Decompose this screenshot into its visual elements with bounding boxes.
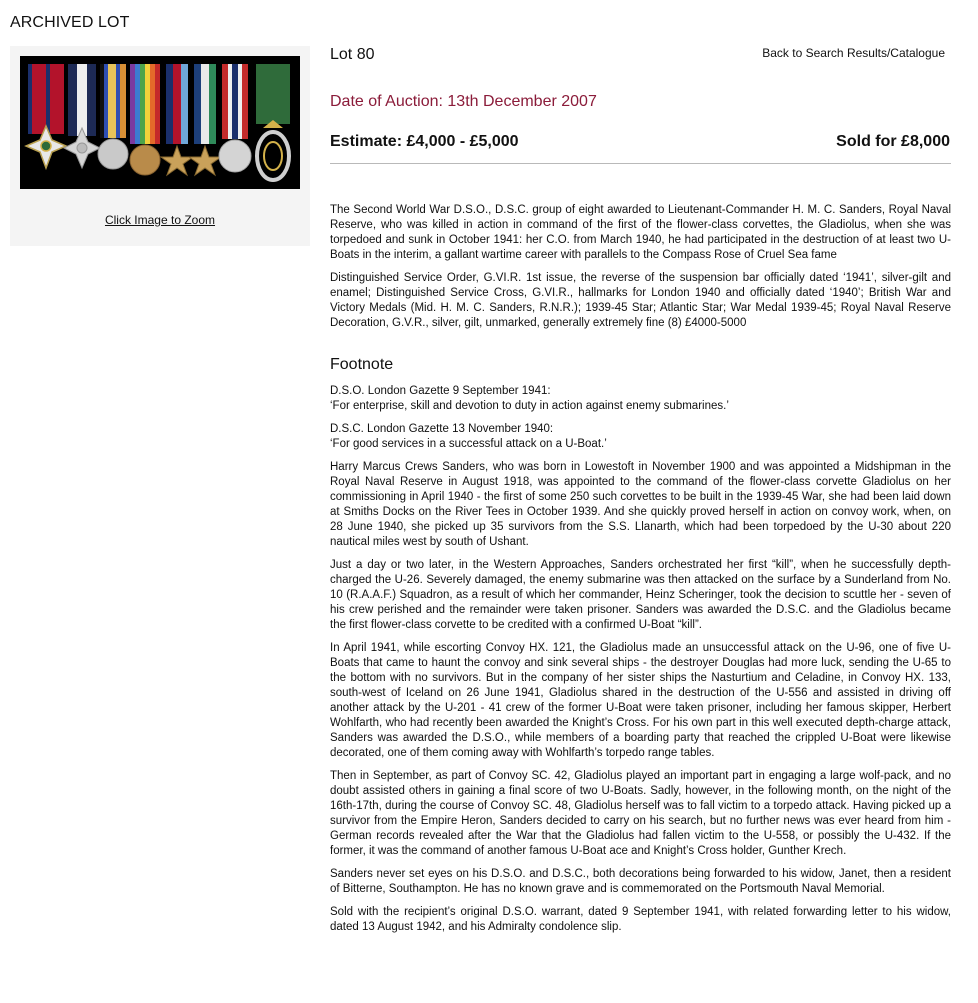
lot-description bbox=[330, 203, 951, 331]
ribbon-dsc bbox=[68, 64, 96, 136]
back-to-results-link[interactable]: Back to Search Results/Catalogue bbox=[762, 46, 945, 60]
medal-british-war bbox=[98, 139, 128, 169]
footnote-paragraph: Sanders never set eyes on his D.S.O. and D.S.C., both decorations being forwarded to his widow, Janet, then a resident of Bitterne, Southampton. He has no known grave and is commemorated on the Portsmouth Naval Memorial. bbox=[330, 868, 951, 895]
medal-group-image[interactable] bbox=[20, 56, 300, 189]
auction-date: Date of Auction: 13th December 2007 bbox=[330, 93, 597, 110]
description-paragraph: The Second World War D.S.O., D.S.C. group of eight awarded to Lieutenant-Commander H. M. C. Sanders, Royal Naval Reserve, who was killed in action in command of the first of the flower-class corvettes, the Gladiolus, when she was torpedoed and sunk in October 1941: her C.O. from March 1940, he had participated in the destruction of at least two U-Boats in the interim, a gallant wartime career with parallels to the Compass Rose of Cruel Sea fame bbox=[330, 204, 951, 261]
lot-details bbox=[330, 40, 951, 943]
footnote-paragraph: Just a day or two later, in the Western Approaches, Sanders orchestrated her first “kill”, when he successfully depth-charged the U-26. Severely damaged, the enemy submarine was then attacked on the surface by a Sunderland from No. 10 (R.A.A.F.) Squadron, as a result of which her commander, Heinz Scheringer, took the decision to scuttle her - seven of his crew perished and the remainder were taken prisoner. Sanders was awarded the D.S.C. and the Gladiolus became the first flower-class corvette to be credited with a confirmed U-Boat “kill”. bbox=[330, 559, 951, 631]
gazette-entry-dsc bbox=[330, 422, 951, 452]
price-row bbox=[330, 133, 951, 164]
gazette-quote: ‘For good services in a successful attack on a U-Boat.’ bbox=[330, 438, 607, 450]
footnote-body bbox=[330, 384, 951, 935]
ribbon-atlantic-star bbox=[194, 64, 216, 144]
gazette-citation: D.S.O. London Gazette 9 September 1941: bbox=[330, 385, 551, 397]
lot-header-row bbox=[330, 40, 951, 72]
ribbon-1939-45-star bbox=[166, 64, 188, 144]
medal-war-medal bbox=[219, 140, 251, 172]
gazette-citation: D.S.C. London Gazette 13 November 1940: bbox=[330, 423, 554, 435]
gazette-entry-dso bbox=[330, 384, 951, 414]
ribbon-bwm bbox=[100, 64, 126, 138]
lot-number: Lot 80 bbox=[330, 46, 375, 63]
medal-victory bbox=[130, 145, 160, 175]
page-title: ARCHIVED LOT bbox=[10, 14, 130, 31]
medal-group-picture bbox=[20, 56, 300, 189]
zoom-image-link[interactable]: Click Image to Zoom bbox=[104, 213, 216, 227]
footnote-heading: Footnote bbox=[330, 356, 394, 373]
footnote-paragraph: Sold with the recipient’s original D.S.O. warrant, dated 9 September 1941, with related forwarding letter to his widow, dated 13 August 1942, and his Admiralty condolence slip. bbox=[330, 906, 951, 933]
footnote-paragraph: Then in September, as part of Convoy SC. 42, Gladiolus played an important part in engaging a large wolf-pack, and no doubt assisted others in gaining a final score of two U-Boats. Sadly, however, in the following month, on the night of the 16th-17th, during the course of Convoy SC. 48, Gladiolus herself was to fall victim to a torpedo attack. Having picked up a survivor from the Empire Heron, Sanders decided to carry on his search, but no further news was ever heard from him - German records revealed after the War that the Gladiolus had fallen victim to the U-558, or possibly the U-432. If the former, it was the command of another famous U-Boat ace and Knight’s Cross holder, Gunther Krech. bbox=[330, 770, 951, 857]
footnote-paragraph: In April 1941, while escorting Convoy HX. 121, the Gladiolus made an unsuccessful attack on the U-96, one of five U-Boats that came to haunt the convoy and sink several ships - the destroyer Douglas had more luck, sending the U-65 to the bottom with no survivors. But in the company of her sister ships the Nasturtium and Celadine, in Convoy HX. 133, south-west of Iceland on 26 June 1941, Gladiolus shared in the destruction of the U-556 and assisted in driving off another attack by the U-201 - 41 crew of the former U-Boat were taken prisoner, including her famous skipper, Herbert Wohlfarth, who had recently been awarded the Knight’s Cross. For his own part in this well executed depth-charge attack, Sanders was awarded the D.S.O., while members of a boarding party that reached the crippled U-Boat were likewise decorated, one of them coming away with Wohlfarth’s torpedo range tables. bbox=[330, 642, 951, 759]
sold-price: Sold for £8,000 bbox=[836, 133, 950, 150]
lot-image-panel bbox=[10, 46, 310, 246]
ribbon-rnr bbox=[256, 64, 290, 124]
gazette-quote: ‘For enterprise, skill and devotion to duty in action against enemy submarines.’ bbox=[330, 400, 729, 412]
estimate: Estimate: £4,000 - £5,000 bbox=[330, 133, 519, 150]
footnote-paragraph: Harry Marcus Crews Sanders, who was born in Lowestoft in November 1900 and was appointed a Midshipman in the Royal Naval Reserve in August 1918, was appointed to the command of the flower-class corvette Gladiolus on her commissioning in April 1940 - the first of some 250 such corvettes to be built in the 1939-45 War, she had been laid down at Smiths Docks on the River Tees in October 1939. And she quickly proved herself in action on convoy work, when, on 28 June 1940, she picked up 35 survivors from the S.S. Llanarth, which had been torpedoed by the U-30 about 220 nautical miles west by south of Ushant. bbox=[330, 461, 951, 548]
description-paragraph: Distinguished Service Order, G.VI.R. 1st issue, the reverse of the suspension bar officially dated ‘1941’, silver-gilt and enamel; Distinguished Service Cross, G.VI.R., hallmarks for London 1940 and officially dated ‘1940’; British War and Victory Medals (Mid. H. M. C. Sanders, R.N.R.); 1939-45 Star; Atlantic Star; War Medal 1939-45; Royal Naval Reserve Decoration, G.V.R., silver, gilt, unmarked, generally extremely fine (8) £4000-5000 bbox=[330, 272, 951, 329]
ribbon-victory bbox=[130, 64, 160, 144]
ribbon-dso bbox=[28, 64, 64, 134]
ribbon-war-medal bbox=[222, 64, 248, 139]
